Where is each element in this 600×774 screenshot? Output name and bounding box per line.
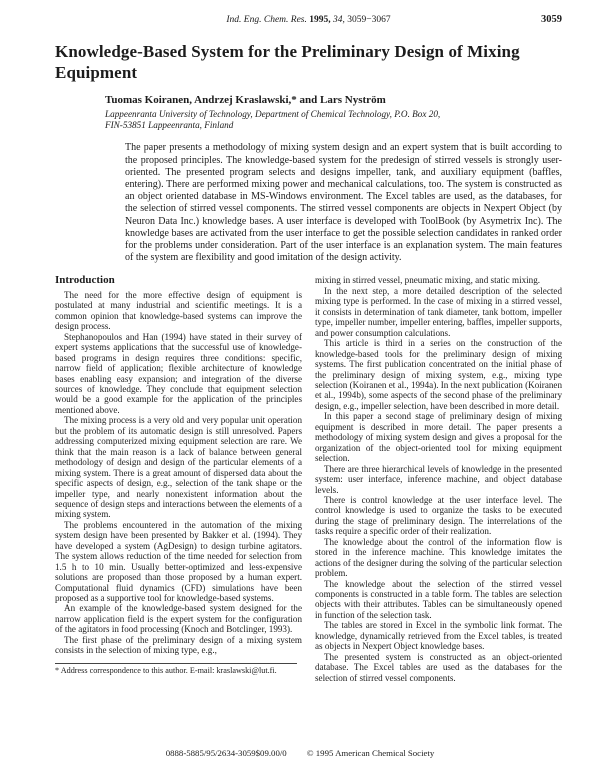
copyright-notice: © 1995 American Chemical Society [306,748,435,758]
paragraph: In this paper a second stage of preliminary design of mixing equipment is described in more detail. The paper presents a methodology of mixing system design and gives a proposal for the organization of the object-oriented tool for mixing equipment selection. [315,411,562,464]
paragraph: The first phase of the preliminary design of a mixing system consists in the selection of mixing type, e.g., [55,634,302,656]
page-footer [0,748,600,758]
paragraph: The problems encountered in the automation of the mixing system design have been presented by Bakker et al. (1994). They have developed a system (AgDesign) to design turbine agitators. The system allows reduction of the time needed for selection from 1.5 h to 10 min. Usually better-optimized and less-expensive solutions are proposed than those proposed by a human expert. Computational fluid dynamics (CFD) simulations have been proposed as a supportive tool for knowledge-based systems. [55,519,302,604]
paragraph: mixing in stirred vessel, pneumatic mixing, and static mixing. [315,275,541,286]
paragraph: There are three hierarchical levels of knowledge in the presented system: user interface, inference machine, and object database levels. [315,463,562,495]
affiliation-line-2: FIN-53851 Lappeenranta, Finland [105,120,234,131]
paper-title: Knowledge-Based System for the Preliminary Design of Mixing Equipment [55,42,520,82]
paragraph: The mixing process is a very old and very popular unit operation but the problem of its automatic design is still unresolved. Papers addressing computerized mixing equipment selection are rare. We think that the main reason is a lack of balance between general methodology of design and design of the particular elements of a mixing system. There is a great amount of dispersed data about the specific aspects of design, e.g., selection of the tank shape or the impeller type, and nearly nonexistent information about the sequence of design steps and interactions between the elements of a mixing system. [55,415,302,520]
page-number: 3059 [541,14,562,25]
citation-year: 1995, [309,15,331,25]
paragraph: An example of the knowledge-based system designed for the narrow application field is the expert system for the configuration of the agitators in food processing (Knoch and Botclinger, 1993). [55,603,302,635]
paragraph: The knowledge about the selection of the stirred vessel components is constructed in a table form. The tables are selection objects with their attributes. Tables can be simultaneously opened in function of the selection task. [315,578,562,620]
footnote-rule [55,663,297,664]
issn-price-code: 0888-5885/95/2634-3059$09.00/0 [165,748,287,758]
citation-pages: 3059−3067 [347,15,391,25]
abstract: The paper presents a methodology of mixing system design and an expert system that is built according to the proposed principles. The knowledge-based system for the predesign of stirred vessels is strongly user-oriented. The presented program selects and designs impeller, tank, and auxiliary equipment (baffles, entering). There are performed mixing power and mechanical calculations, too. The system is constructed as an object oriented database in MS-Windows environment. The Excel tables are used, as the databases, for the selection of stirred vessel components. The stirred vessel components are objects in Nexpert Object (by Neuron Data Inc.) knowledge bases. A user interface is developed with ToolBook (by Asymetrix Inc). The knowledge bases are activated from the user interface to get the possible selection candidates in ranked order for the problems under consideration. Part of the user interface is an explanation system. The main features of the system are flexibility and good imitation of the design activity. [125,142,562,264]
paragraph: In the next step, a more detailed description of the selected mixing type is performed. In the case of mixing in a stirred vessel, it consists in determination of tank diameter, tank bottom, impeller type, impeller number, impeller entering, baffles, impeller supports, and power consumption calculations. [315,285,562,338]
affiliation [105,109,562,131]
body-columns [55,275,562,683]
left-column [55,275,302,683]
journal-citation: Ind. Eng. Chem. Res. [226,15,307,25]
paragraph: The knowledge about the control of the information flow is stored in the inference machine. This knowledge imitates the actions of the designer during the solving of the particular selection problem. [315,536,562,579]
left-column-paragraphs [55,290,302,656]
right-column [315,275,562,683]
running-head [55,15,562,28]
paragraph: This article is third in a series on the construction of the knowledge-based tools for the preliminary design of mixing systems. The first publication concentrated on the initial phase of the preliminary design of mixing system, e.g., mixing type selection (Koiranen et al., 1994a). In the next publication (Koiranen et al., 1994b), some aspects of the second phase of the preliminary design, e.g., impeller selection, have been described in more detail. [315,338,562,411]
section-heading-introduction: Introduction [55,274,115,287]
citation-volume: 34, [333,15,345,25]
correspondence-footnote [55,663,302,676]
paragraph: The presented system is constructed as an object-oriented database. The Excel tables are used as the databases for the selection of stirred vessel components. [315,651,562,683]
authors-line: Tuomas Koiranen, Andrzej Kraslawski,* and Lars Nyström [105,94,386,106]
affiliation-line-1: Lappeenranta University of Technology, Department of Chemical Technology, P.O. Box 20, [105,109,441,119]
paragraph: There is control knowledge at the user interface level. The control knowledge is used to organize the tasks to be executed during the stage of preliminary design. The interrelations of the tasks require a specific order of their realization. [315,494,562,537]
paragraph: Stephanopoulos and Han (1994) have stated in their survey of expert systems applications that the successful use of knowledge-based programs in design requires three conditions: specific, narrow field of application; flexible architecture of knowledge bases enabling easy expansion; and integration of the diverse sources of knowledge. They conclude that equipment selection would be a good example for the application of the principles mentioned above. [55,331,302,415]
paragraph: The tables are stored in Excel in the symbolic link format. The knowledge, dynamically retrieved from the Excel tables, is treated as objects in Nexpert Object knowledge bases. [315,620,562,652]
footnote-text: * Address correspondence to this author. E-mail: kraslawski@lut.fi. [55,665,277,675]
paragraph: The need for the more effective design of equipment is postulated at many industrial and scientific meetings. It is a common opinion that knowledge-based systems can improve the design process. [55,289,302,332]
